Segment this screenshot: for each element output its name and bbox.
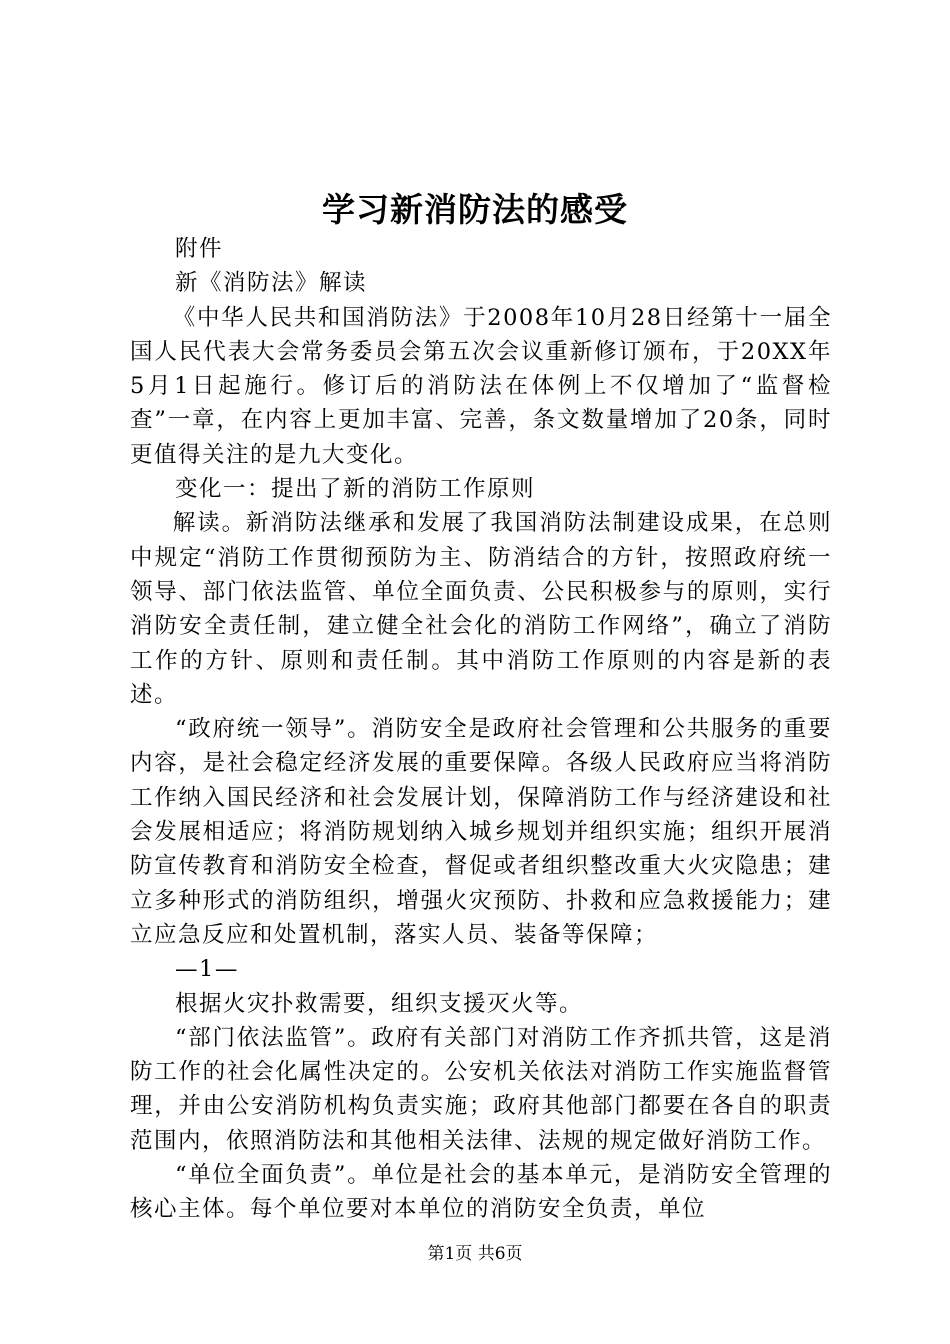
- paragraph-fire-support: 根据火灾扑救需要，组织支援灭火等。: [175, 990, 584, 1017]
- paragraph-unit-responsibility: “单位全面负责”。单位是社会的基本单元，是消防安全管理的核心主体。每个单位要对本单位的消防安全负责，单位: [130, 1162, 832, 1223]
- paragraph-inline-page-marker: —1—: [175, 956, 239, 983]
- page-footer: 第1页 共6页: [427, 1244, 523, 1264]
- document-title: 学习新消防法的感受: [322, 190, 628, 229]
- document-body: [130, 232, 832, 1227]
- paragraph-heading-interpretation: 新《消防法》解读: [175, 270, 368, 297]
- paragraph-attachment: 附件: [175, 236, 224, 262]
- paragraph-change-one-heading: 变化一：提出了新的消防工作原则: [175, 476, 536, 503]
- paragraph-department-supervision: “部门依法监管”。政府有关部门对消防工作齐抓共管，这是消防工作的社会化属性决定的。公安机关依法对消防工作实施监督管理，并由公安消防机构负责实施；政府其他部门都要在各自的职责范围内，依照消防法和其他相关法律、法规的规定做好消防工作。: [130, 1024, 832, 1154]
- paragraph-interpretation: 解读。新消防法继承和发展了我国消防法制建设成果，在总则中规定“消防工作贯彻预防为主、防消结合的方针，按照政府统一领导、部门依法监管、单位全面负责、公民积极参与的原则，实行消防安全责任制，建立健全社会化的消防工作网络”，确立了消防工作的方针、原则和责任制。其中消防工作原则的内容是新的表述。: [130, 510, 832, 708]
- paragraph-government-leadership: “政府统一领导”。消防安全是政府社会管理和公共服务的重要内容，是社会稳定经济发展的重要保障。各级人民政府应当将消防工作纳入国民经济和社会发展计划，保障消防工作与经济建设和社会发展相适应；将消防规划纳入城乡规划并组织实施；组织开展消防宣传教育和消防安全检查，督促或者组织整改重大火灾隐患；建立多种形式的消防组织，增强火灾预防、扑救和应急救援能力；建立应急反应和处置机制，落实人员、装备等保障；: [130, 716, 832, 948]
- paragraph-intro: 《中华人民共和国消防法》于2008年10月28日经第十一届全国人民代表大会常务委员会第五次会议重新修订颁布，于20XX年5月1日起施行。修订后的消防法在体例上不仅增加了“监督检查”一章，在内容上更加丰富、完善，条文数量增加了20条，同时更值得关注的是九大变化。: [130, 304, 832, 468]
